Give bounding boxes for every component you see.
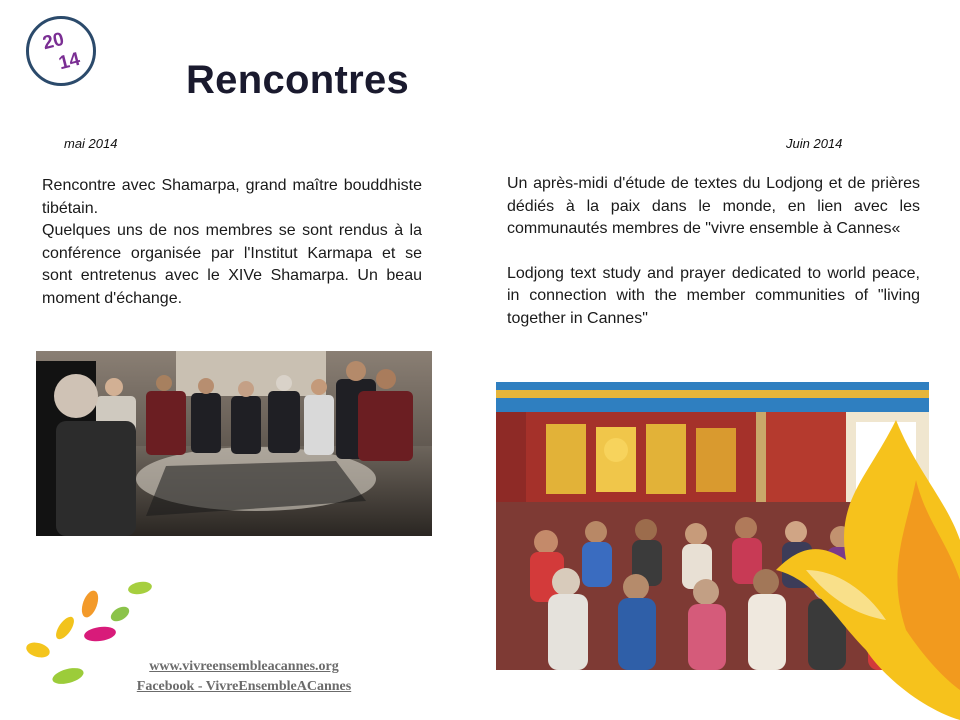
right-date: Juin 2014: [786, 136, 843, 151]
meeting-photo: [36, 351, 432, 536]
year-badge: [26, 16, 96, 86]
left-description: [42, 175, 422, 310]
right-paragraph-fr: Un après-midi d'étude de textes du Lodjong et de prières dédiés à la paix dans le monde, en lien avec les communautés membres de "vivre ensemble à Cannes«: [507, 175, 920, 237]
right-description: [507, 173, 920, 330]
left-paragraph-1: Rencontre avec Shamarpa, grand maître bouddhiste tibétain.: [42, 177, 422, 217]
year-badge-bottom: 14: [56, 48, 83, 75]
footer-links: [124, 657, 364, 697]
facebook-link[interactable]: Facebook - VivreEnsembleACannes: [136, 679, 352, 694]
left-paragraph-2: Quelques uns de nos membres se sont rendus à la conférence organisée par l'Institut Karmapa et se sont entretenus avec le XIVe Shamarpa. Un beau moment d'échange.: [42, 222, 422, 307]
flame-dove-decoration-icon: [776, 420, 960, 720]
year-badge-top: 20: [40, 28, 67, 55]
website-link[interactable]: www.vivreensembleacannes.org: [149, 659, 339, 674]
page-title: Rencontres: [186, 58, 410, 102]
right-paragraph-en: Lodjong text study and prayer dedicated to world peace, in connection with the member communities of "living together in Cannes": [507, 264, 920, 327]
left-date: mai 2014: [64, 136, 118, 151]
